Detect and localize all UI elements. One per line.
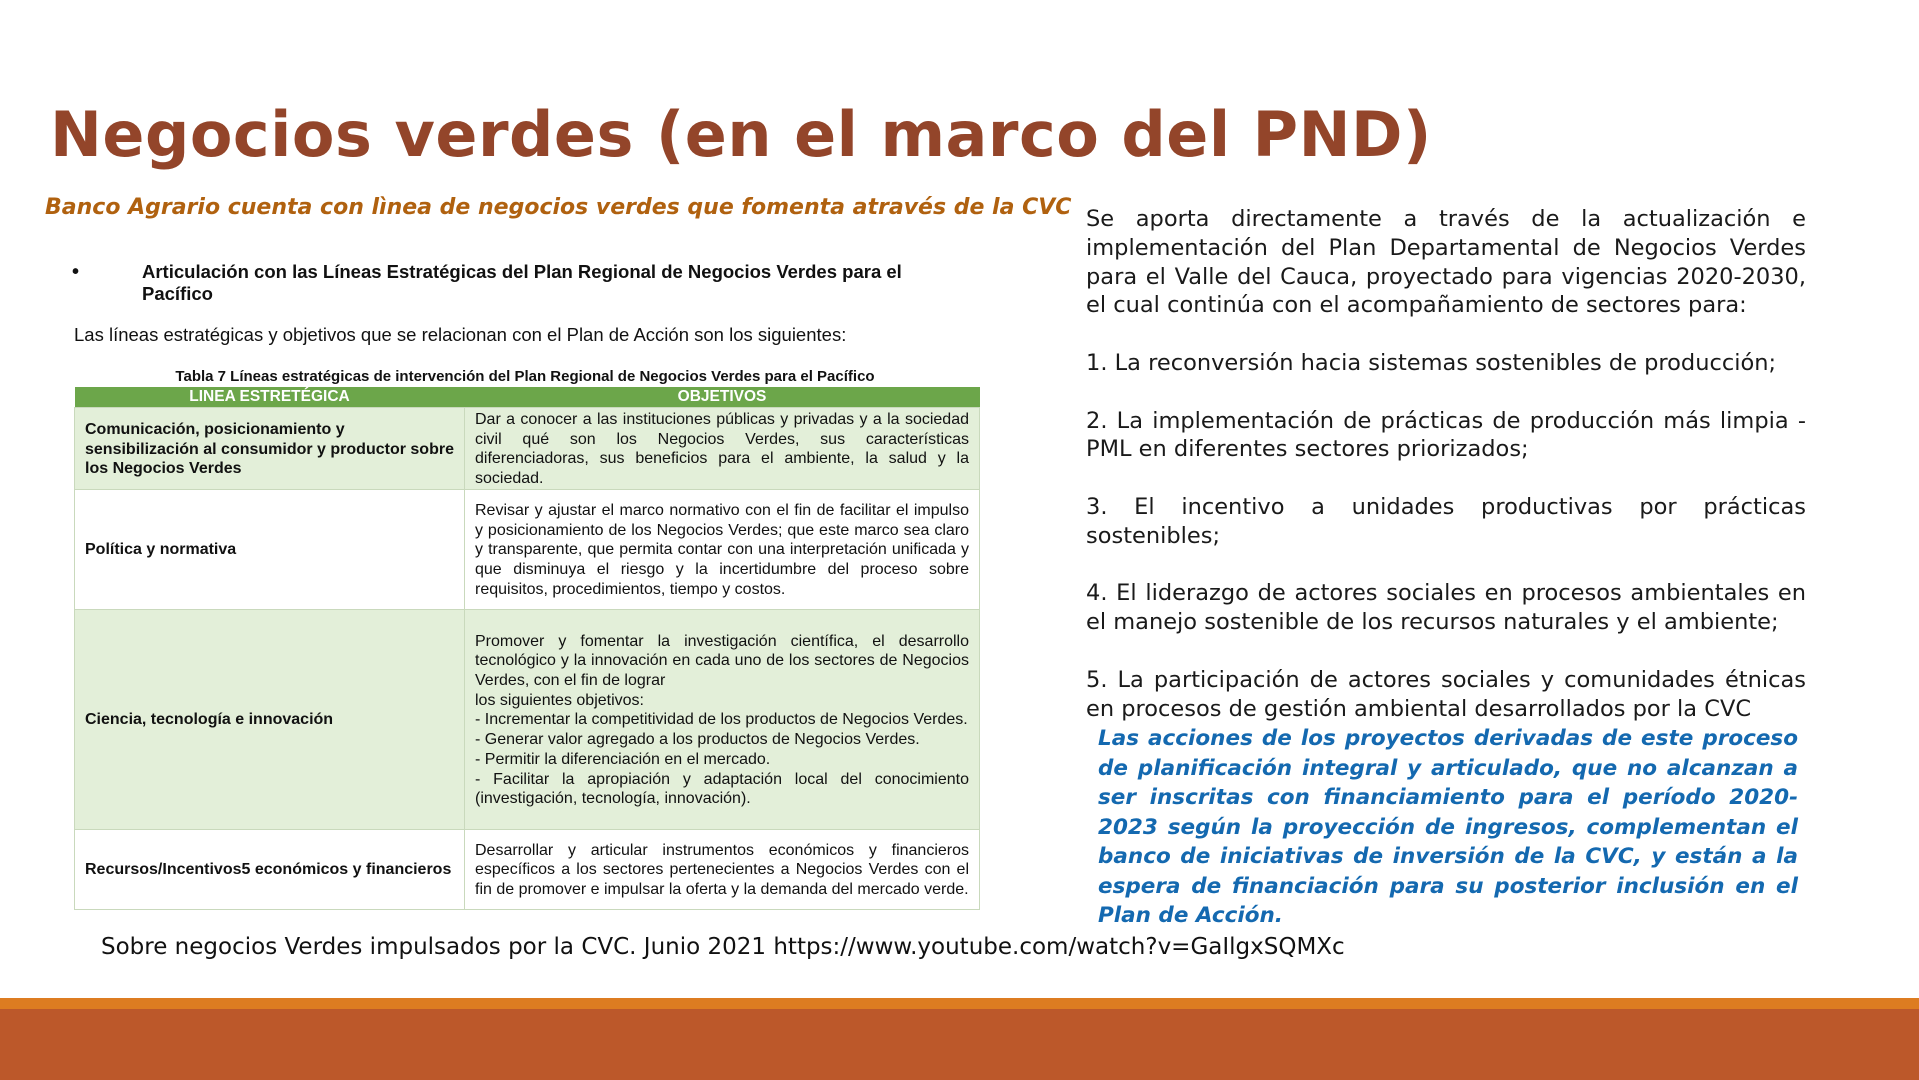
doc-bullet-heading: Articulación con las Líneas Estratégicas del Plan Regional de Negocios Verdes para el Pacífico	[142, 261, 902, 304]
list-item: 2. La implementación de prácticas de producción más limpia - PML en diferentes sectores priorizados;	[1086, 407, 1806, 463]
list-item: 3. El incentivo a unidades productivas por prácticas sostenibles;	[1086, 493, 1806, 549]
objective-line: Promover y fomentar la investigación científica, el desarrollo tecnológico y la innovación en cada uno de los sectores de Negocios Verdes, con el fin de lograr	[475, 632, 969, 690]
objective-line: - Generar valor agregado a los productos de Negocios Verdes.	[475, 731, 920, 749]
list-item: 4. El liderazgo de actores sociales en procesos ambientales en el manejo sostenible de los recursos naturales y el ambiente;	[1086, 580, 1806, 636]
objective-line: - Incrementar la competitividad de los productos de Negocios Verdes.	[475, 711, 968, 729]
doc-intro: Las líneas estratégicas y objetivos que se relacionan con el Plan de Acción son los siguientes:	[74, 324, 847, 345]
bullet-icon: •	[72, 261, 80, 283]
footer-accent-bar	[0, 998, 1919, 1009]
table-cell-line: Recursos/Incentivos5 económicos y financieros	[75, 829, 465, 909]
table-cell-objective	[465, 609, 980, 829]
video-caption: Sobre negocios Verdes impulsados por la CVC. Junio 2021 https://www.youtube.com/watch?v=GaIlgxSQMXc	[101, 934, 1345, 960]
table-header-row	[75, 387, 980, 408]
table-cell-line: Ciencia, tecnología e innovación	[75, 609, 465, 829]
table-cell-line: Política y normativa	[75, 489, 465, 609]
table-cell-objective: Revisar y ajustar el marco normativo con el fin de facilitar el impulso y posicionamiento de los Negocios Verdes; que este marco sea claro y transparente, que permita contar con una interpretación unificada y que disminuya el riesgo y la incertidumbre del proceso sobre requisitos, procedimientos, tiempo y costos.	[465, 489, 980, 609]
table-row	[75, 609, 980, 829]
objective-line: los siguientes objetivos:	[475, 691, 644, 709]
table-row	[75, 829, 980, 909]
list-item: 5. La participación de actores sociales y comunidades étnicas en procesos de gestión ambiental desarrollados por la CVC	[1086, 666, 1806, 722]
overlay-note: Las acciones de los proyectos derivadas de este proceso de planificación integral y articulado, que no alcanzan a ser inscritas con financiamiento para el período 2020-2023 según la proyección de ingresos, complementan el banco de iniciativas de inversión de la CVC, y están a la espera de financiación para su posterior inclusión en el Plan de Acción.	[1098, 726, 1798, 928]
embedded-document-image	[72, 255, 982, 910]
doc-table-caption: Tabla 7 Líneas estratégicas de intervención del Plan Regional de Negocios Verdes para el Pacífico	[175, 368, 875, 385]
table-row	[75, 489, 980, 609]
slide-subtitle: Banco Agrario cuenta con lìnea de negocios verdes que fomenta através de la CVC	[45, 195, 1072, 220]
table-cell-line: Comunicación, posicionamiento y sensibilización al consumidor y productor sobre los Negocios Verdes	[75, 408, 465, 490]
doc-bullet-row	[72, 261, 972, 305]
right-intro: Se aporta directamente a través de la actualización e implementación del Plan Departamental de Negocios Verdes para el Valle del Cauca, proyectado para vigencias 2020-2030, el cual continúa con el acompañamiento de sectores para:	[1086, 206, 1806, 319]
footer-bar	[0, 1009, 1919, 1080]
slide-title: Negocios verdes (en el marco del PND)	[50, 98, 1432, 171]
table-cell-objective: Desarrollar y articular instrumentos económicos y financieros específicos a los sectores pertenecientes a Negocios Verdes con el fin de promover e impulsar la oferta y la demanda del mercado verde.	[465, 829, 980, 909]
table-header-objectives: OBJETIVOS	[465, 387, 980, 408]
list-item: 1. La reconversión hacia sistemas sostenibles de producción;	[1086, 349, 1777, 376]
table-cell-objective: Dar a conocer a las instituciones públicas y privadas y a la sociedad civil qué son los Negocios Verdes, sus características diferenciadoras, sus beneficios para el ambiente, la salud y la sociedad.	[465, 408, 980, 490]
objective-line: - Permitir la diferenciación en el mercado.	[475, 750, 771, 768]
table-row	[75, 408, 980, 490]
objective-line: - Facilitar la apropiación y adaptación local del conocimiento (investigación, tecnología, innovación).	[475, 770, 969, 808]
table-header-line: LINEA ESTRETÉGICA	[75, 387, 465, 408]
strategic-lines-table	[74, 387, 980, 910]
right-text-column	[1086, 205, 1806, 723]
